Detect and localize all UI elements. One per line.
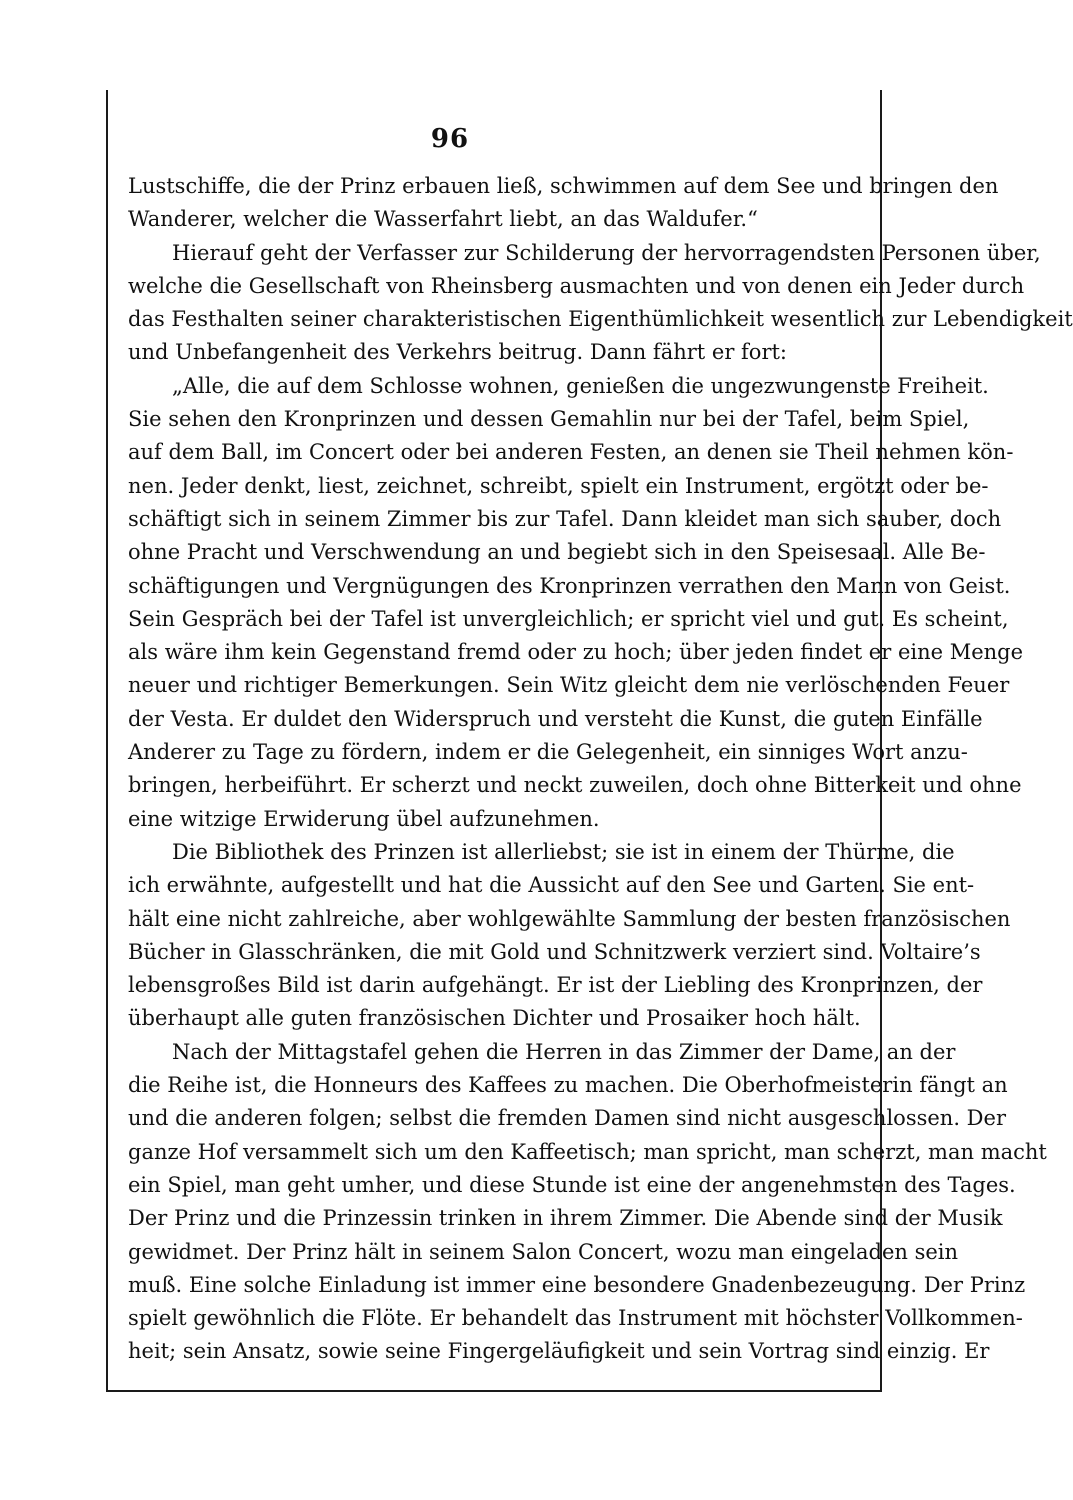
text-line: ganze Hof versammelt sich um den Kaffeetisch; man spricht, man scherzt, man macht [128,1139,1047,1164]
text-line: auf dem Ball, im Concert oder bei anderen Festen, an denen sie Theil nehmen kön- [128,440,1014,465]
text-line: hält eine nicht zahlreiche, aber wohlgewählte Sammlung der besten französischen [128,906,1011,931]
text-line: überhaupt alle guten französischen Dichter und Prosaiker hoch hält. [128,1006,861,1031]
text-line: lebensgroßes Bild ist darin aufgehängt. Er ist der Liebling des Kronprinzen, der [128,973,983,998]
text-line: welche die Gesellschaft von Rheinsberg ausmachten und von denen ein Jeder durch [128,273,1025,298]
page-number: 96 [430,124,470,154]
text-line: das Festhalten seiner charakteristischen Eigenthümlichkeit wesentlich zur Lebendigkeit [128,307,1073,332]
paragraph-start-line: Nach der Mittagstafel gehen die Herren in das Zimmer der Dame, an der [172,1039,956,1064]
text-line: Bücher in Glasschränken, die mit Gold und Schnitzwerk verziert sind. Voltaire’s [128,939,981,964]
text-line: Wanderer, welcher die Wasserfahrt liebt, an das Waldufer.“ [128,207,758,232]
text-line: Anderer zu Tage zu fördern, indem er die Gelegenheit, ein sinniges Wort anzu- [128,740,968,765]
text-line: schäftigungen und Vergnügungen des Kronprinzen verrathen den Mann von Geist. [128,573,1011,598]
text-line: nen. Jeder denkt, liest, zeichnet, schreibt, spielt ein Instrument, ergötzt oder be- [128,473,989,498]
text-line: als wäre ihm kein Gegenstand fremd oder zu hoch; über jeden findet er eine Menge [128,640,1024,665]
text-line: und Unbefangenheit des Verkehrs beitrug. Dann fährt er fort: [128,340,787,365]
text-line: heit; sein Ansatz, sowie seine Fingergeläufigkeit und sein Vortrag sind einzig. Er [128,1339,990,1364]
text-line: neuer und richtiger Bemerkungen. Sein Witz gleicht dem nie verlöschenden Feuer [128,673,1010,698]
text-line: und die anderen folgen; selbst die fremden Damen sind nicht ausgeschlossen. Der [128,1106,1006,1131]
text-line: der Vesta. Er duldet den Widerspruch und versteht die Kunst, die guten Einfälle [128,706,983,731]
text-line: schäftigt sich in seinem Zimmer bis zur Tafel. Dann kleidet man sich sauber, doch [128,506,1002,531]
text-line: eine witzige Erwiderung übel aufzunehmen. [128,806,600,831]
text-line: ich erwähnte, aufgestellt und hat die Aussicht auf den See und Garten. Sie ent- [128,873,975,898]
text-line: die Reihe ist, die Honneurs des Kaffees zu machen. Die Oberhofmeisterin fängt an [128,1073,1008,1098]
text-line: Sein Gespräch bei der Tafel ist unvergleichlich; er spricht viel und gut. Es scheint, [128,606,1009,631]
text-line: Sie sehen den Kronprinzen und dessen Gemahlin nur bei der Tafel, beim Spiel, [128,407,970,432]
text-line: muß. Eine solche Einladung ist immer eine besondere Gnadenbezeugung. Der Prinz [128,1272,1026,1297]
text-line: Der Prinz und die Prinzessin trinken in ihrem Zimmer. Die Abende sind der Musik [128,1206,1003,1231]
text-line: spielt gewöhnlich die Flöte. Er behandelt das Instrument mit höchster Vollkommen- [128,1306,1023,1331]
text-line: ohne Pracht und Verschwendung an und begiebt sich in den Speisesaal. Alle Be- [128,540,986,565]
text-line: gewidmet. Der Prinz hält in seinem Salon Concert, wozu man eingeladen sein [128,1239,959,1264]
paragraph-start-line: „Alle, die auf dem Schlosse wohnen, genießen die ungezwungenste Freiheit. [172,373,989,398]
paragraph-start-line: Die Bibliothek des Prinzen ist allerliebst; sie ist in einem der Thürme, die [172,839,955,864]
text-line: bringen, herbeiführt. Er scherzt und neckt zuweilen, doch ohne Bitterkeit und ohne [128,773,1022,798]
text-line: ein Spiel, man geht umher, und diese Stunde ist eine der angenehmsten des Tages. [128,1172,1016,1197]
paragraph-start-line: Hierauf geht der Verfasser zur Schilderung der hervorragendsten Personen über, [172,240,1041,265]
text-line: Lustschiffe, die der Prinz erbauen ließ, schwimmen auf dem See und bringen den [128,174,999,198]
body-text [128,170,1073,1369]
